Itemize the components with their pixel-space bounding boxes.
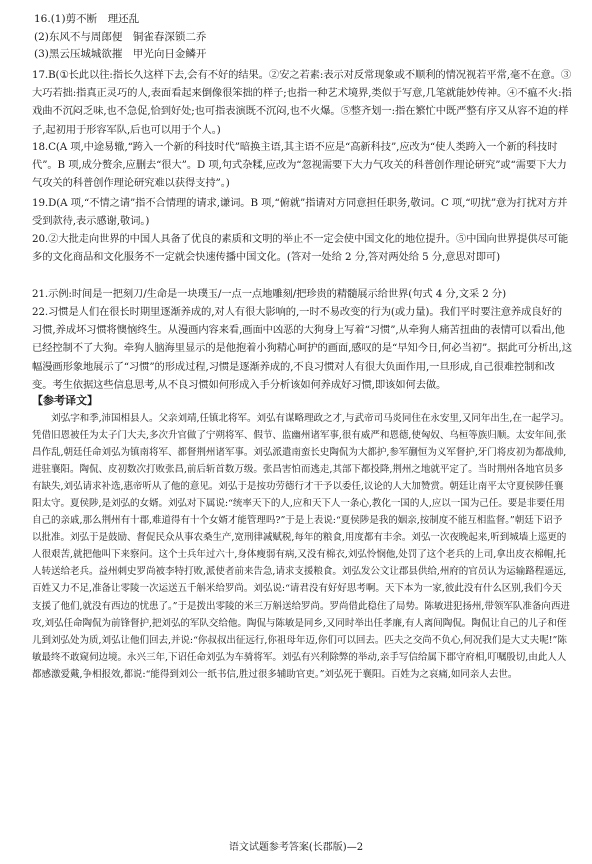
page-footer: 语文试题参考答案(长郡版)—2 bbox=[228, 842, 364, 853]
reference-translation-text: 刘弘字和季,沛国相县人。父亲刘靖,任镇北将军。刘弘有谋略理政之才,与武帝司马炎同住在永安里,又同年出生,在一起学习。凭借旧恩被任为太子门大夫,多次升官做了宁朔将军、假节、监幽州诸军事,很有威严和恩德,使匈奴、乌桓等族归顺。太安年间,张昌作乱,朝廷任命刘弘为镇南将军、都督荆州诸军事。刘弘派遣南蛮长史陶侃为大都护,参军蒯恒为义军督护,牙门将皮初为都战帅,进驻襄阳。陶侃、皮初数次打败张昌,前后斩首数万级。张昌害怕而逃走,其部下都投降,荆州之地就平定了。当时荆州各地官员多有缺失,刘弘请求补选,惠帝听从了他的意见。刘弘于是按功劳德行才干予以委任,议论的人大加赞赏。朝廷让南平太守夏侯陟任襄阳太守。夏侯陟,是刘弘的女婿。刘弘对下属说:“统率天下的人,应和天下人一条心,教化一国的人,应以一国为己任。要是非要任用自己的亲戚,那么荆州有十郡,难道得有十个女婿才能管理吗?”于是上表说:“夏侯陟是我的姻亲,按制度不能互相监督。”朝廷下诏予以批准。刘弘于是鼓励、督促民众从事农桑生产,宽刑律减赋税,每年的粮食,用度都有丰余。刘弘一次夜晚起来,听到城墙上巡更的人很艰苦,就把他叫下来察问。这个士兵年过六十,身体瘦弱有病,又没有棉衣,刘弘怜悯他,处罚了这个老兵的上司,拿出皮衣棉帽,托人转送给老兵。益州刺史罗尚被李特打败,派使者前来告急,请求支援粮食。刘弘发公文让郡县供给,州府的官员认为运输路程遥远,百姓又力不足,准备让零陵一次运送五千斛米给罗尚。刘弘说:“请君没有好好思考啊。天下本为一家,彼此没有什么区别,我们今天支援了他们,就没有西边的忧患了。”于是拨出零陵的米三万斛送给罗尚。罗尚借此稳住了局势。陈敏进犯扬州,带领军队准备向西进攻,刘弘任命陶侃为前锋督护,把刘弘的军队交给他。陶侃与陈敏是同乡,又同时举出任孝廉,有人离间陶侃。陶侃让自己的儿子和侄儿到刘弘处为质,刘弘让他们回去,并说:“你叔叔出征远行,你祖母年迈,你们可以回去。匹夫之交尚不负心,何况我们是大丈夫呢!”陈敏最终不敢窥伺边境。永兴三年,下诏任命刘弘为车骑将军。刘弘有兴利除弊的举动,亲手写信给属下郡守府相,叮嘱殷切,由此人人都感激爱戴,争相报效,都说:“能得到刘公一纸书信,胜过很多辅助官吏。”刘弘死于襄阳。百姓为之哀痛,如同亲人去世。 bbox=[32, 413, 570, 680]
q16-line-3: (3)黑云压城城欲摧 甲光向日金鳞开 bbox=[34, 48, 207, 60]
q20-answer: 20.②大批走向世界的中国人具备了优良的素质和文明的举止不一定会使中国文化的地位提升。⑤中国向世界提供尽可能多的文化商品和文化服务不一定就会快速传播中国文化。(答对一处给 2 分,答对两处给 5 分,意思对即可) bbox=[32, 233, 569, 264]
q22-answer: 22.习惯是人们在很长时期里逐渐养成的,对人有很大影响的,一时不易改变的行为(或力量)。我们平时要注意养成良好的习惯,养成坏习惯将懊恼终生。从漫画内容来看,画面中凶恶的大狗身上写着“习惯”,从牵狗人痛苦扭曲的表情可以看出,他已经控制不了大狗。牵狗人脑海里显示的是他抱着小狗精心呵护的画面,感叹的是“早知今日,何必当初”。据此可分析出,这幅漫画形象地展示了“习惯”的形成过程,习惯是逐渐养成的,不良习惯对人有很大负面作用,一旦形成,自己很难控制和改变。考生依据这些信息思考,从不良习惯如何形成入手分析该如何养成好习惯,即该如何去做。 bbox=[32, 306, 572, 391]
q19-answer: 19.D(A 项,“不情之请”指不合情理的请求,谦词。B 项,“俯就”指请对方同意担任职务,敬词。C 项,“叨扰”意为打扰对方并受到款待,表示感谢,敬词。) bbox=[32, 197, 568, 228]
q16-line-2: (2)东风不与周郎便 铜雀春深锁二乔 bbox=[34, 30, 207, 43]
q18-answer: 18.C(A 项,中途易辙,“跨入一个新的科技时代”暗换主语,其主语不应是“高新科技”,应改为“使人类跨入一个新的科技时代”。B 项,成分赘余,应删去“很大”。D 项,句式杂糅,应改为“忽视需要下大力气攻关的科普创作理论研究”或“需要下大力气攻关的科普创作理论研究难以获得支持”。) bbox=[32, 141, 567, 190]
q21-answer: 21.示例:时间是一把刻刀/生命是一块璞玉/一点一点地雕刻/把珍贵的精髓展示给世界(句式 4 分,文采 2 分) bbox=[32, 288, 507, 300]
q16-line-1: 16.(1)剪不断 理还乱 bbox=[34, 13, 140, 25]
q16-answers bbox=[34, 11, 206, 64]
reference-translation-header: 【参考译文】 bbox=[32, 394, 98, 407]
q17-answer: 17.B(①长此以往:指长久这样下去,会有不好的结果。②安之若素:表示对反常现象或不顺利的情况视若平常,毫不在意。③大巧若拙:指真正灵巧的人,表面看起来倒像很笨拙的样子;也指一种艺术境界,类似于写意,几笔就能妙传神。④不瘟不火:指戏曲不沉闷乏味,也不急促,恰到好处;也可指表演既不沉闷,也不火爆。⑤整齐划一:指在繁忙中既严整有序又从容不迫的样子,起初用于形容军队,后也可以用于个人。) bbox=[32, 69, 572, 136]
